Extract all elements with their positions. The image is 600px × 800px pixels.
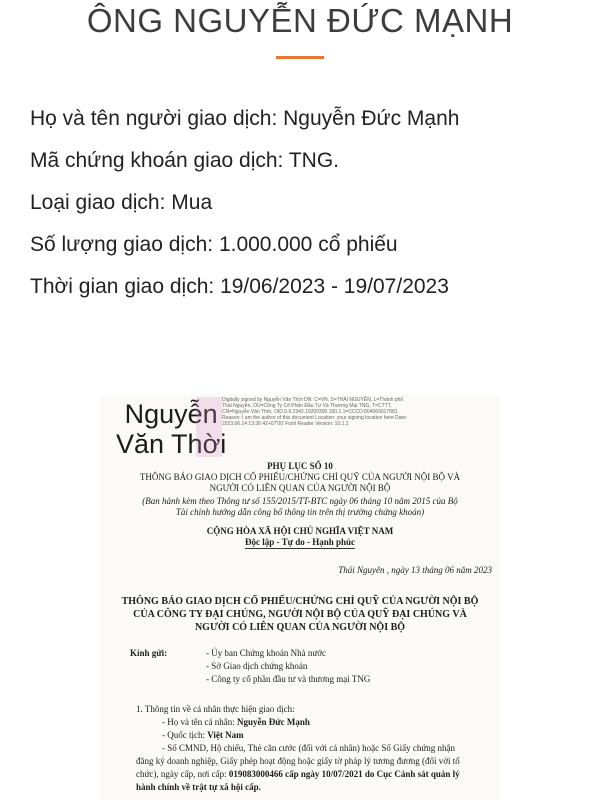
notice-title-line1: THÔNG BÁO GIAO DỊCH CỔ PHIẾU/CHỨNG CHỈ QUỸ CỦA NGƯỜI NỘI BỘ — [121, 596, 479, 607]
person-name-row: - Họ và tên cá nhân: Nguyễn Đức Mạnh — [162, 717, 310, 727]
digital-signature-details: Digitally signed by Nguyễn Văn Thời DN: C=VN, S=THÁI NGUYÊN, L=Thành phố Thái Nguyên, OU=Công Ty Cổ Phần Đầu Tư Và Thương Mại TNG, T=CTTT, CN=Nguyễn Văn Thời, OID.0.9.2342.19200300.100.1.1=CCCD:004060017081 Reason: I am the author of this document Location: your signing location here Date: 2023.06.14 13:36:42+07'00' Foxit Reader Version: 10.1.1 — [222, 397, 408, 427]
info-quantity: Số lượng giao dịch: 1.000.000 cổ phiếu — [30, 233, 398, 256]
document-date: Thái Nguyên , ngày 13 tháng 06 năm 2023 — [338, 565, 492, 575]
page-title: ÔNG NGUYỄN ĐỨC MẠNH — [86, 2, 514, 39]
info-period: Thời gian giao dịch: 19/06/2023 - 19/07/2023 — [30, 275, 449, 298]
id-line-1: - Số CMND, Hộ chiếu, Thẻ căn cước (đối với cá nhân) hoặc Số Giấy chứng nhận — [162, 743, 456, 753]
recipient-item: - Công ty cổ phần đầu tư và thương mại TNG — [206, 674, 371, 684]
nationality-row: - Quốc tịch: Việt Nam — [162, 730, 244, 740]
id-line-4: hành chính về trật tự xã hội cấp. — [136, 782, 261, 792]
scanned-document — [100, 395, 500, 800]
info-stock-code: Mã chứng khoán giao dịch: TNG. — [30, 149, 340, 172]
form-heading-line1: THÔNG BÁO GIAO DỊCH CỔ PHIẾU/CHỨNG CHỈ QUỸ CỦA NGƯỜI NỘI BỘ VÀ — [139, 472, 461, 482]
transaction-info-list — [30, 98, 459, 308]
appendix-label: PHỤ LỤC SỐ 10 — [267, 461, 333, 471]
national-motto: Độc lập - Tự do - Hạnh phúc — [244, 537, 355, 547]
id-line-3: chức), ngày cấp, nơi cấp: 019083000466 cấp ngày 10/07/2021 do Cục Cảnh sát quản lý — [136, 769, 460, 779]
recipient-item: - Sở Giao dịch chứng khoán — [206, 661, 308, 671]
issuance-note-line1: (Ban hành kèm theo Thông tư số 155/2015/TT-BTC ngày 06 tháng 10 năm 2015 của Bộ — [142, 496, 458, 506]
info-transaction-type: Loại giao dịch: Mua — [30, 191, 213, 214]
signature-stamp-mark — [196, 397, 222, 457]
form-heading-line2: NGƯỜI CÓ LIÊN QUAN CỦA NGƯỜI NỘI BỘ — [209, 483, 391, 493]
issuance-note-line2: Tài chính hướng dẫn công bố thông tin trên thị trường chứng khoán) — [175, 507, 425, 517]
section-1-heading: 1. Thông tin về cá nhân thực hiện giao dịch: — [136, 704, 295, 714]
republic-heading: CỘNG HÒA XÃ HỘI CHỦ NGHĨA VIỆT NAM — [206, 526, 394, 536]
info-trader-name: Họ và tên người giao dịch: Nguyễn Đức Mạnh — [30, 107, 460, 130]
notice-title-line3: NGƯỜI CÓ LIÊN QUAN CỦA NGƯỜI NỘI BỘ — [194, 622, 406, 633]
recipients-label: Kính gửi: — [130, 648, 168, 658]
notice-title-line2: CỦA CÔNG TY ĐẠI CHÚNG, NGƯỜI NỘI BỘ CỦA QUỸ ĐẠI CHÚNG VÀ — [133, 609, 467, 620]
title-underline — [276, 56, 324, 59]
digital-signature-name: Nguyễn Văn Thời — [116, 399, 227, 459]
recipient-item: - Ủy ban Chứng khoán Nhà nước — [206, 648, 326, 658]
id-line-2: đăng ký doanh nghiệp, Giấy phép hoạt động hoặc giấy tờ pháp lý tương đương (đối với tổ — [136, 756, 460, 766]
